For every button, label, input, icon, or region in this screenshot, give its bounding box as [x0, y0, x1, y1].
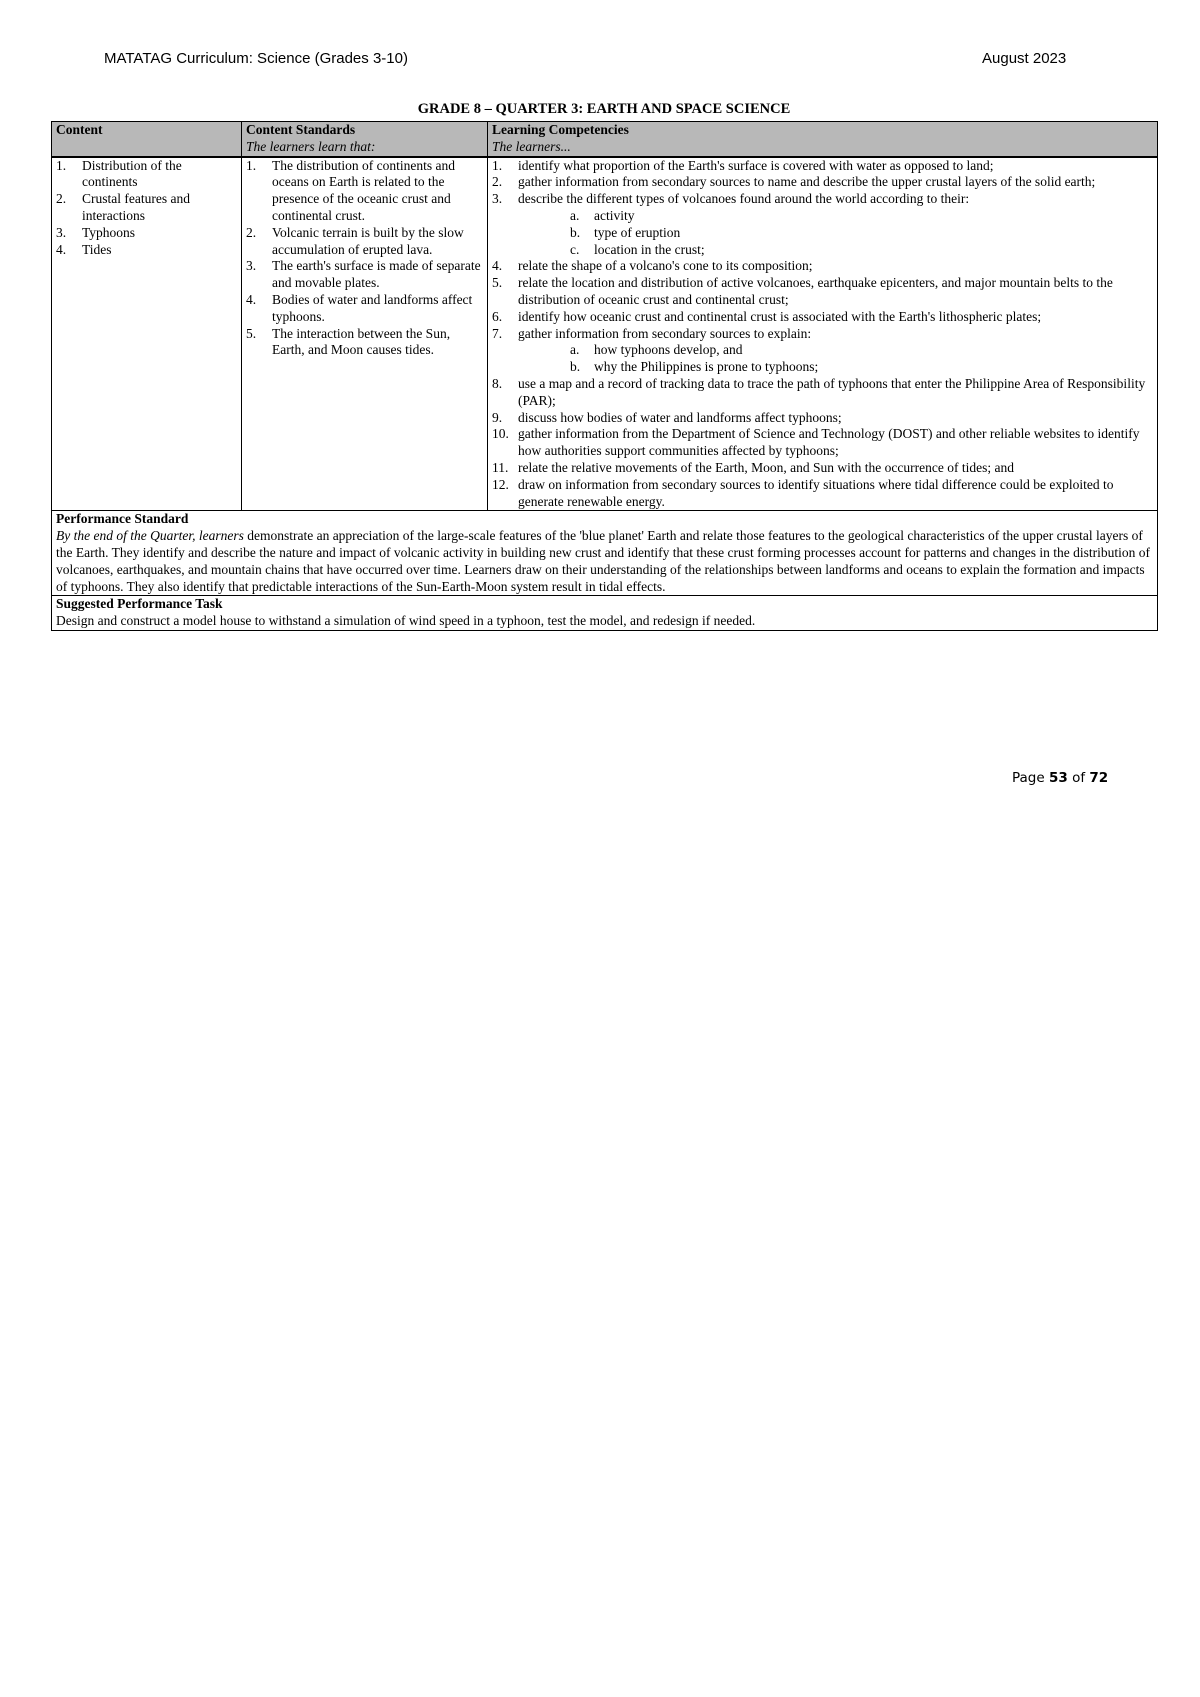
competency-item	[492, 477, 1153, 511]
standard-item-number: 1.	[246, 157, 257, 173]
suggested-task-row	[52, 596, 1158, 631]
competency-item-subitem-letter: a.	[570, 207, 580, 223]
header-left: MATATAG Curriculum: Science (Grades 3-10)	[104, 50, 408, 67]
standard-item	[246, 225, 483, 259]
competency-item-text: identify how oceanic crust and continental crust is associated with the Earth's lithospheric plates;	[518, 308, 1042, 324]
competency-item-text: discuss how bodies of water and landforms affect typhoons;	[518, 409, 842, 425]
page-number-current: 53	[1048, 770, 1068, 786]
performance-standard-text	[56, 528, 1153, 595]
column-header-content	[52, 122, 242, 157]
competency-item-subitem	[518, 359, 1153, 376]
competency-item-subitem	[518, 208, 1153, 225]
competency-item	[492, 326, 1153, 376]
performance-standard-body: demonstrate an appreciation of the large-scale features of the 'blue planet' Earth and relate those features to the geological characteristics of the upper crustal layers of the Earth. They identify and describe the nature and impact of volcanic activity in building new crust and identify that these crust forming processes account for patterns and changes in the distribution of volcanoes, earthquakes, and mountain chains that have occurred over time. Learners draw on their understanding of the relationships between landforms and oceans to explain the formation and impacts of typhoons. They also identify that predictable interactions of the Sun-Earth-Moon system result in tidal effects.	[56, 528, 1151, 594]
header-right: August 2023	[982, 50, 1067, 67]
content-list	[56, 158, 237, 259]
competency-item	[492, 309, 1153, 326]
standard-item-text: The interaction between the Sun, Earth, and Moon causes tides.	[272, 325, 451, 358]
competency-item-subitem-letter: a.	[570, 342, 580, 358]
competency-item-text: relate the relative movements of the Earth, Moon, and Sun with the occurrence of tides; and	[518, 459, 1014, 475]
suggested-task-body: Design and construct a model house to withstand a simulation of wind speed in a typhoon, test the model, and redesign if needed.	[56, 613, 756, 629]
table-body-row	[52, 157, 1158, 511]
performance-standard-title: Performance Standard	[56, 511, 189, 527]
competency-item	[492, 258, 1153, 275]
competency-item-text: relate the location and distribution of active volcanoes, earthquake epicenters, and major mountain belts to the distribution of oceanic crust and continental crust;	[518, 275, 1113, 307]
competency-item-text: gather information from secondary sources to explain:	[518, 325, 812, 341]
standard-item	[246, 158, 483, 225]
performance-standard-row	[52, 511, 1158, 596]
competency-item-text: describe the different types of volcanoes found around the world according to their:	[518, 191, 970, 207]
performance-standard-cell	[52, 511, 1158, 596]
competency-item-subitem-text: activity	[594, 207, 635, 223]
content-item-number: 1.	[56, 157, 67, 173]
standard-item-text: The earth's surface is made of separate and movable plates.	[272, 258, 481, 291]
content-item-text: Tides	[82, 241, 112, 257]
content-item-text: Crustal features and interactions	[82, 191, 190, 223]
competency-item	[492, 460, 1153, 477]
competency-item-number: 5.	[492, 275, 503, 291]
standard-item-number: 4.	[246, 291, 257, 307]
competency-item	[492, 426, 1153, 460]
table-header-row	[52, 122, 1158, 157]
competency-item-text: use a map and a record of tracking data to trace the path of typhoons that enter the Philippine Area of Responsibility (PAR);	[518, 375, 1146, 408]
page-number-prefix: Page	[1012, 770, 1049, 786]
column-header-standards-label: Content Standards	[246, 122, 356, 137]
content-item	[56, 158, 237, 192]
column-header-competencies-label: Learning Competencies	[492, 122, 629, 137]
competency-item-number: 4.	[492, 258, 503, 274]
competencies-list	[492, 158, 1153, 511]
competency-item-subitem-letter: c.	[570, 241, 580, 257]
competency-item-subitem	[518, 242, 1153, 259]
competency-item-subitem	[518, 342, 1153, 359]
competency-item-text: gather information from secondary sources to name and describe the upper crustal layers of the solid earth;	[518, 174, 1096, 190]
page-number	[1012, 770, 1108, 786]
standard-item	[246, 326, 483, 360]
content-item	[56, 191, 237, 225]
standards-cell	[242, 157, 488, 511]
content-item-text: Typhoons	[82, 224, 136, 240]
competency-item-number: 3.	[492, 191, 503, 207]
column-header-content-label: Content	[56, 122, 103, 137]
competency-item-subitem	[518, 225, 1153, 242]
competency-item-subitem-text: type of eruption	[594, 224, 681, 240]
competency-item-subitem-text: how typhoons develop, and	[594, 342, 743, 358]
standards-list	[246, 158, 483, 360]
competency-item	[492, 191, 1153, 258]
competency-item-text: draw on information from secondary sources to identify situations where tidal difference could be exploited to generate renewable energy.	[518, 476, 1114, 509]
standard-item	[246, 292, 483, 326]
competencies-cell	[488, 157, 1158, 511]
competency-item-number: 7.	[492, 325, 503, 341]
content-item	[56, 225, 237, 242]
competency-item-number: 2.	[492, 174, 503, 190]
content-cell	[52, 157, 242, 511]
standard-item-number: 3.	[246, 258, 257, 274]
column-header-standards	[242, 122, 488, 157]
competency-item-number: 6.	[492, 308, 503, 324]
standard-item-number: 5.	[246, 325, 257, 341]
performance-standard-lead: By the end of the Quarter, learners	[56, 528, 244, 544]
standard-item-text: Bodies of water and landforms affect typhoons.	[272, 291, 473, 324]
competency-item-number: 9.	[492, 409, 503, 425]
page-title: GRADE 8 – QUARTER 3: EARTH AND SPACE SCIENCE	[417, 101, 791, 117]
competency-item-subitem-letter: b.	[570, 224, 581, 240]
competency-item-sublist	[518, 342, 1153, 376]
content-item-number: 3.	[56, 224, 67, 240]
standard-item-text: The distribution of continents and oceans on Earth is related to the presence of the oceanic crust and continental crust.	[272, 157, 455, 223]
competency-item-subitem-text: location in the crust;	[594, 241, 705, 257]
competency-item	[492, 376, 1153, 410]
content-item-number: 2.	[56, 191, 67, 207]
competency-item-text: relate the shape of a volcano's cone to its composition;	[518, 258, 813, 274]
competency-item-number: 11.	[492, 459, 509, 475]
competency-item	[492, 410, 1153, 427]
standard-item-number: 2.	[246, 224, 257, 240]
competency-item-subitem-text: why the Philippines is prone to typhoons;	[594, 359, 819, 375]
competency-item-text: gather information from the Department of Science and Technology (DOST) and other reliable websites to identify how authorities support communities affected by typhoons;	[518, 426, 1140, 459]
competency-item-text: identify what proportion of the Earth's surface is covered with water as opposed to land;	[518, 157, 994, 173]
competency-item	[492, 275, 1153, 309]
competency-item	[492, 174, 1153, 191]
page-number-mid: of	[1067, 770, 1090, 786]
content-item-number: 4.	[56, 241, 67, 257]
competency-item-subitem-letter: b.	[570, 359, 581, 375]
suggested-task-title: Suggested Performance Task	[56, 596, 223, 612]
suggested-task-cell	[52, 596, 1158, 631]
page-number-total: 72	[1089, 770, 1109, 786]
competency-item-sublist	[518, 208, 1153, 258]
curriculum-table	[51, 121, 1158, 631]
content-item-text: Distribution of the continents	[82, 157, 182, 190]
standard-item	[246, 258, 483, 292]
competency-item-number: 10.	[492, 426, 509, 442]
standard-item-text: Volcanic terrain is built by the slow accumulation of erupted lava.	[272, 224, 464, 257]
competency-item	[492, 158, 1153, 175]
content-item	[56, 242, 237, 259]
competency-item-number: 8.	[492, 375, 503, 391]
competency-item-number: 1.	[492, 157, 503, 173]
competency-item-number: 12.	[492, 476, 509, 492]
column-header-competencies-sub: The learners...	[492, 138, 571, 154]
column-header-standards-sub: The learners learn that:	[246, 138, 376, 154]
column-header-competencies	[488, 122, 1158, 157]
